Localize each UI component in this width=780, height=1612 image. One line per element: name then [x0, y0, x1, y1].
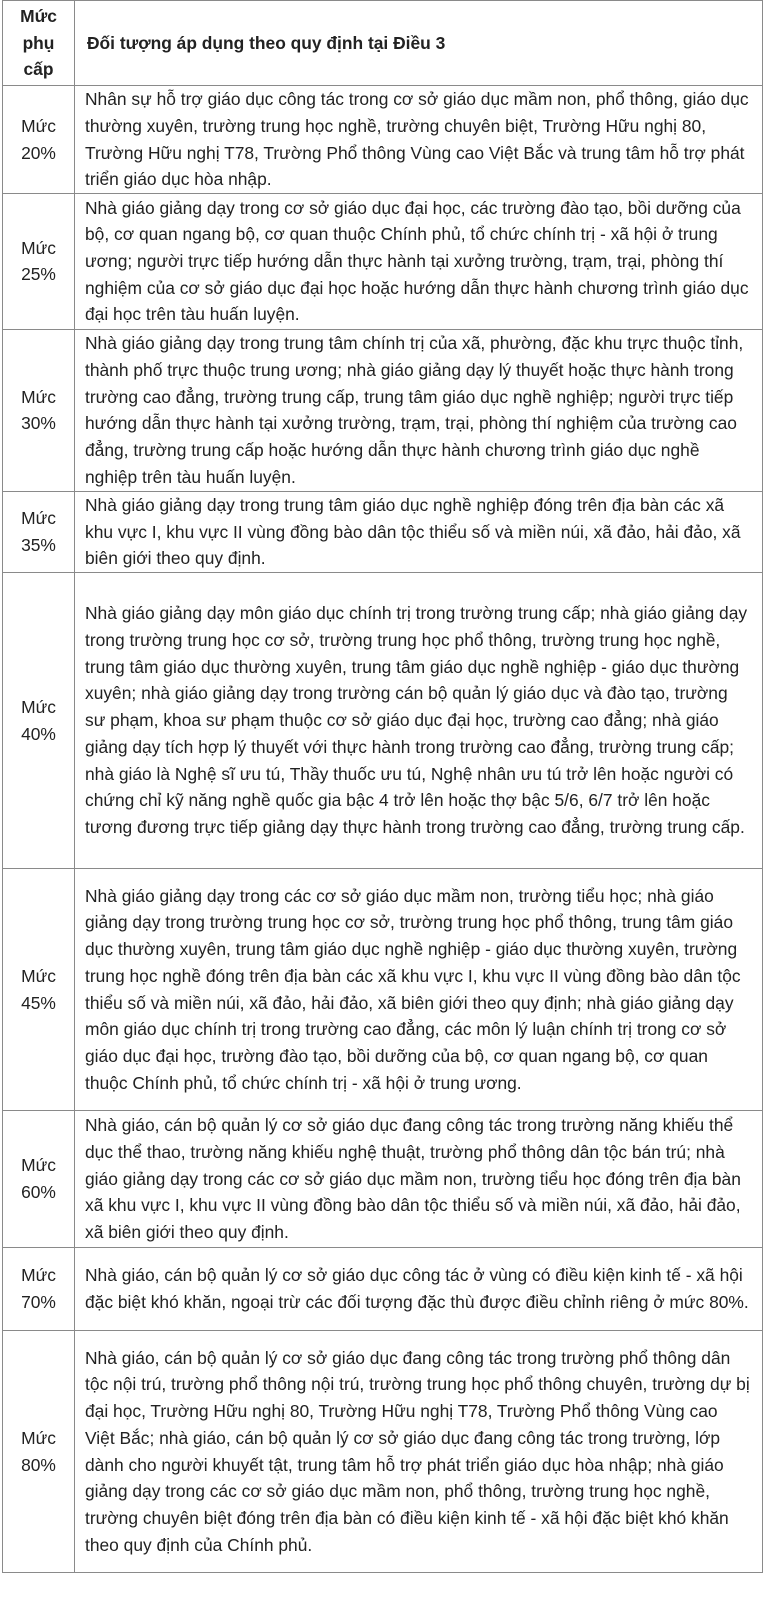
applicable-subjects-cell: Nhà giáo giảng dạy trong cơ sở giáo dục đại học, các trường đào tạo, bồi dưỡng của bộ, cơ quan ngang bộ, cơ quan thuộc Chính phủ, tổ chức chính trị - xã hội ở trung ương; người trực tiếp hướng dẫn thực hành tại xưởng trường, trạm, trại, phòng thí nghiệm của cơ sở giáo dục đại học hoặc hướng dẫn thực hành chương trình giáo dục đại học trên tàu huấn luyện. [75, 193, 763, 329]
level-percent: 20% [21, 142, 56, 163]
allowance-table [2, 0, 763, 1573]
allowance-level-cell [3, 491, 75, 572]
allowance-level-cell [3, 1331, 75, 1573]
table-row [3, 869, 763, 1111]
table-row [3, 193, 763, 329]
level-word: Mức [21, 237, 56, 258]
level-word: Mức [21, 965, 56, 986]
allowance-level-cell [3, 329, 75, 491]
applicable-subjects-cell: Nhà giáo giảng dạy trong trung tâm giáo dục nghề nghiệp đóng trên địa bàn các xã khu vực I, khu vực II vùng đồng bào dân tộc thiểu số và miền núi, xã đảo, hải đảo, xã biên giới theo quy định. [75, 491, 763, 572]
header-applicable-subjects: Đối tượng áp dụng theo quy định tại Điều 3 [75, 1, 763, 86]
level-percent: 30% [21, 413, 56, 434]
applicable-subjects-cell: Nhân sự hỗ trợ giáo dục công tác trong cơ sở giáo dục mầm non, phổ thông, giáo dục thường xuyên, trường trung học nghề, trường chuyên biệt, Trường Hữu nghị 80, Trường Hữu nghị T78, Trường Phổ thông Vùng cao Việt Bắc và trung tâm hỗ trợ phát triển giáo dục hòa nhập. [75, 86, 763, 194]
allowance-level-cell [3, 86, 75, 194]
applicable-subjects-cell: Nhà giáo giảng dạy trong các cơ sở giáo dục mầm non, trường tiểu học; nhà giáo giảng dạy trong trường trung học cơ sở, trường trung học phổ thông, trung tâm giáo dục thường xuyên, trung tâm giáo dục nghề nghiệp - giáo dục thường xuyên, trường trung học nghề đóng trên địa bàn các xã khu vực I, khu vực II vùng đồng bào dân tộc thiểu số và miền núi, xã đảo, hải đảo, xã biên giới theo quy định; nhà giáo giảng dạy môn giáo dục chính trị trong trường cao đẳng, các môn lý luận chính trị trong cơ sở giáo dục đại học, trường đào tạo, bồi dưỡng của bộ, cơ quan ngang bộ, cơ quan thuộc Chính phủ, tổ chức chính trị - xã hội ở trung ương. [75, 869, 763, 1111]
level-word: Mức [21, 508, 56, 529]
level-percent: 35% [21, 534, 56, 555]
table-row [3, 1331, 763, 1573]
table-row [3, 491, 763, 572]
level-word: Mức [21, 1265, 56, 1286]
allowance-level-cell [3, 193, 75, 329]
table-row [3, 573, 763, 869]
table-row [3, 329, 763, 491]
applicable-subjects-cell: Nhà giáo giảng dạy môn giáo dục chính trị trong trường trung cấp; nhà giáo giảng dạy trong trường trung học cơ sở, trường trung học phổ thông, trường trung học nghề, trung tâm giáo dục thường xuyên, trung tâm giáo dục nghề nghiệp - giáo dục thường xuyên; nhà giáo giảng dạy trong trường cán bộ quản lý giáo dục và đào tạo, trường sư phạm, khoa sư phạm thuộc cơ sở giáo dục đại học, trường cao đẳng; nhà giáo giảng dạy tích hợp lý thuyết với thực hành trong trường cao đẳng, trường trung cấp; nhà giáo là Nghệ sĩ ưu tú, Thầy thuốc ưu tú, Nghệ nhân ưu tú trở lên hoặc người có chứng chỉ kỹ năng nghề quốc gia bậc 4 trở lên hoặc thợ bậc 5/6, 6/7 trở lên hoặc tương đương trực tiếp giảng dạy thực hành trong trường cao đẳng, trường trung cấp. [75, 573, 763, 869]
level-percent: 60% [21, 1182, 56, 1203]
table-row [3, 1248, 763, 1331]
level-word: Mức [21, 1427, 56, 1448]
allowance-level-cell [3, 869, 75, 1111]
level-word: Mức [21, 386, 56, 407]
header-allowance-level: Mức phụ cấp [3, 1, 75, 86]
allowance-level-cell [3, 1248, 75, 1331]
table-row [3, 86, 763, 194]
allowance-level-cell [3, 1111, 75, 1248]
applicable-subjects-cell: Nhà giáo, cán bộ quản lý cơ sở giáo dục đang công tác trong trường phổ thông dân tộc nội trú, trường phổ thông nội trú, trường trung học phổ thông chuyên, trường dự bị đại học, Trường Hữu nghị 80, Trường Hữu nghị T78, Trường Phổ thông Vùng cao Việt Bắc; nhà giáo, cán bộ quản lý cơ sở giáo dục đang công tác trong trường, lớp dành cho người khuyết tật, trung tâm hỗ trợ phát triển giáo dục hòa nhập; nhà giáo giảng dạy trong các cơ sở giáo dục mầm non, phổ thông, trường trung học nghề, trường chuyên biệt đóng trên địa bàn có điều kiện kinh tế - xã hội đặc biệt khó khăn theo quy định của Chính phủ. [75, 1331, 763, 1573]
level-percent: 40% [21, 723, 56, 744]
level-percent: 45% [21, 992, 56, 1013]
level-percent: 25% [21, 264, 56, 285]
table-header-row [3, 1, 763, 86]
applicable-subjects-cell: Nhà giáo giảng dạy trong trung tâm chính trị của xã, phường, đặc khu trực thuộc tỉnh, thành phố trực thuộc trung ương; nhà giáo giảng dạy lý thuyết hoặc thực hành trong trường cao đẳng, trường trung cấp, trung tâm giáo dục nghề nghiệp; người trực tiếp hướng dẫn thực hành tại xưởng trường, trạm, trại, phòng thí nghiệm của trường cao đẳng, trường trung cấp hoặc hướng dẫn thực hành chương trình giáo dục nghề nghiệp trên tàu huấn luyện. [75, 329, 763, 491]
level-percent: 70% [21, 1292, 56, 1313]
applicable-subjects-cell: Nhà giáo, cán bộ quản lý cơ sở giáo dục công tác ở vùng có điều kiện kinh tế - xã hội đặc biệt khó khăn, ngoại trừ các đối tượng đặc thù được điều chỉnh riêng ở mức 80%. [75, 1248, 763, 1331]
level-word: Mức [21, 115, 56, 136]
table-row [3, 1111, 763, 1248]
level-percent: 80% [21, 1454, 56, 1475]
level-word: Mức [21, 1155, 56, 1176]
level-word: Mức [21, 696, 56, 717]
allowance-level-cell [3, 573, 75, 869]
applicable-subjects-cell: Nhà giáo, cán bộ quản lý cơ sở giáo dục đang công tác trong trường năng khiếu thể dục thể thao, trường năng khiếu nghệ thuật, trường phổ thông dân tộc bán trú; nhà giáo giảng dạy trong các cơ sở giáo dục mầm non, trường tiểu học đóng trên địa bàn xã khu vực I, khu vực II vùng đồng bào dân tộc thiểu số và miền núi, xã đảo, hải đảo, xã biên giới theo quy định. [75, 1111, 763, 1248]
